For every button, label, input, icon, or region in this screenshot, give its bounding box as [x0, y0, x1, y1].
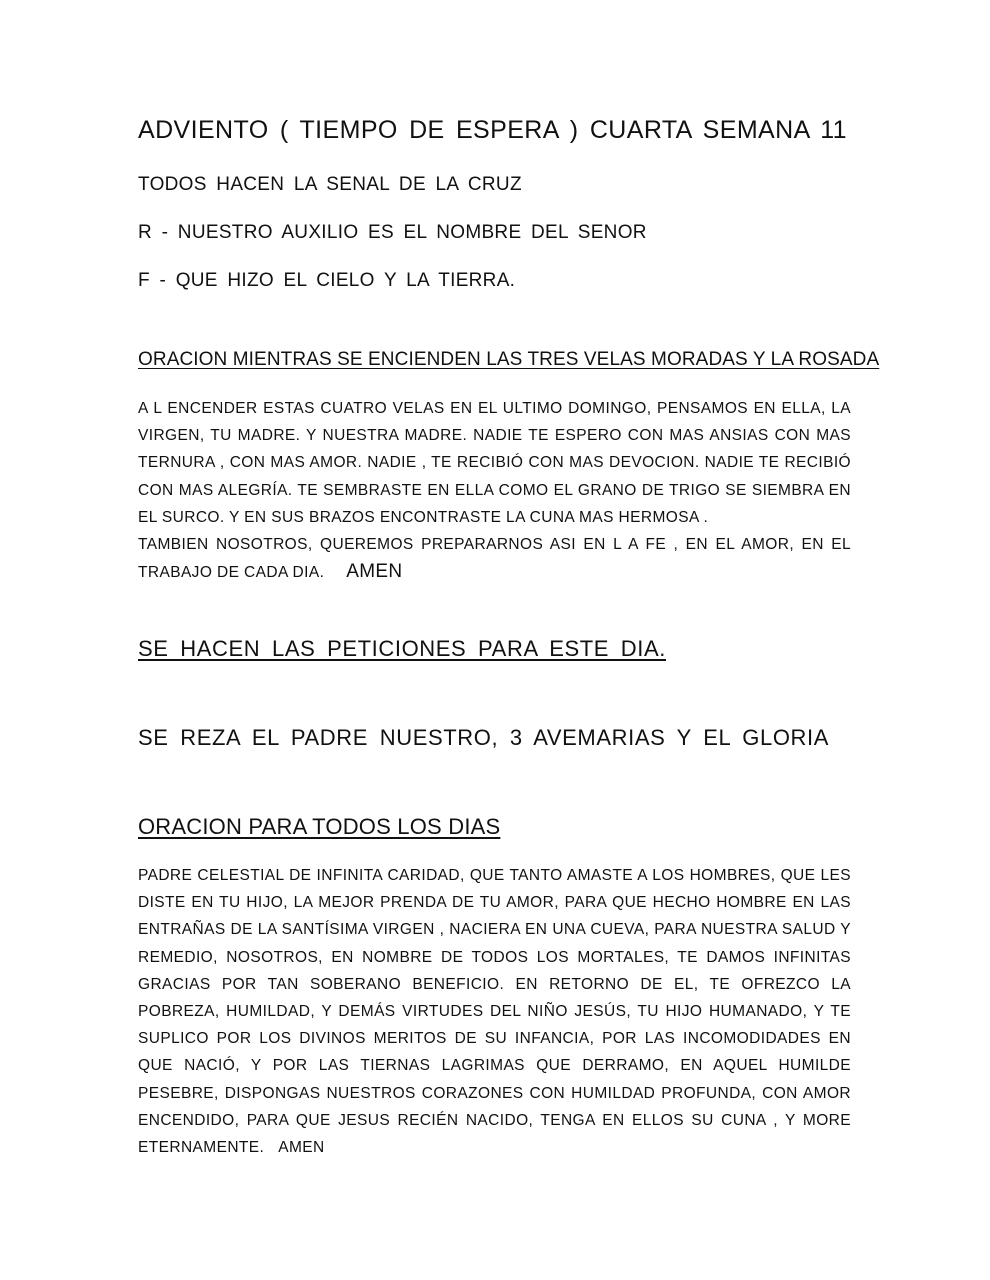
prayers-instruction: SE REZA EL PADRE NUESTRO, 3 AVEMARIAS Y EL GLORIA	[138, 725, 830, 750]
petitions-heading: SE HACEN LAS PETICIONES PARA ESTE DIA.	[138, 636, 666, 661]
response-line-f: F - QUE HIZO EL CIELO Y LA TIERRA.	[138, 270, 516, 291]
response-line-r: R - NUESTRO AUXILIO ES EL NOMBRE DEL SENOR	[138, 222, 647, 243]
candle-prayer-text	[138, 395, 851, 586]
candle-prayer-part1: A L ENCENDER ESTAS CUATRO VELAS EN EL ULTIMO DOMINGO, PENSAMOS EN ELLA, LA VIRGEN, TU MADRE. Y NUESTRA MADRE. NADIE TE ESPERO CON MAS ANSIAS CON MAS TERNURA , CON MAS AMOR. NADIE , TE RECIBIÓ CON MAS DEVOCION. NADIE TE RECIBIÓ CON MAS ALEGRÍA. TE SEMBRASTE EN ELLA COMO EL GRANO DE TRIGO SE SIEMBRA EN EL SURCO. Y EN SUS BRAZOS ENCONTRASTE LA CUNA MAS HERMOSA .	[138, 400, 851, 526]
page-title: ADVIENTO ( TIEMPO DE ESPERA ) CUARTA SEMANA	[138, 116, 811, 144]
daily-prayer-text	[138, 862, 851, 1161]
daily-prayer-body: PADRE CELESTIAL DE INFINITA CARIDAD, QUE TANTO AMASTE A LOS HOMBRES, QUE LES DISTE EN TU HIJO, LA MEJOR PRENDA DE TU AMOR, PARA QUE HECHO HOMBRE EN LAS ENTRAÑAS DE LA SANTÍSIMA VIRGEN , NACIERA EN UNA CUEVA, PARA NUESTRA SALUD Y REMEDIO, NOSOTROS, EN NOMBRE DE TODOS LOS MORTALES, TE DAMOS INFINITAS GRACIAS POR TAN SOBERANO BENEFICIO. EN RETORNO DE EL, TE OFREZCO LA POBREZA, HUMILDAD, Y DEMÁS VIRTUDES DEL NIÑO JESÚS, TU HIJO HUMANADO, Y TE SUPLICO POR LOS DIVINOS MERITOS DE SU INFANCIA, POR LAS INCOMODIDADES EN QUE NACIÓ, Y POR LAS TIERNAS LAGRIMAS QUE DERRAMO, EN AQUEL HUMILDE PESEBRE, DISPONGAS NUESTROS CORAZONES CON HUMILDAD PROFUNDA, CON AMOR ENCENDIDO, PARA QUE JESUS RECIÉN NACIDO, TENGA EN ELLOS SU CUNA , Y MORE ETERNAMENTE.	[138, 867, 851, 1157]
daily-prayer-heading: ORACION PARA TODOS LOS DIAS	[138, 814, 501, 839]
page-number: 11	[820, 116, 847, 144]
candle-prayer-part2: TAMBIEN NOSOTROS, QUEREMOS PREPARARNOS ASI EN L A FE , EN EL AMOR, EN EL TRABAJO DE CADA DIA.	[138, 536, 851, 582]
candle-prayer-amen: AMEN	[346, 561, 403, 583]
daily-prayer-amen: AMEN	[278, 1139, 325, 1157]
candle-prayer-heading: ORACION MIENTRAS SE ENCIENDEN LAS TRES VELAS MORADAS Y LA ROSADA	[138, 349, 880, 370]
sign-of-cross-line: TODOS HACEN LA SENAL DE LA CRUZ	[138, 174, 522, 195]
title-row	[138, 116, 851, 152]
